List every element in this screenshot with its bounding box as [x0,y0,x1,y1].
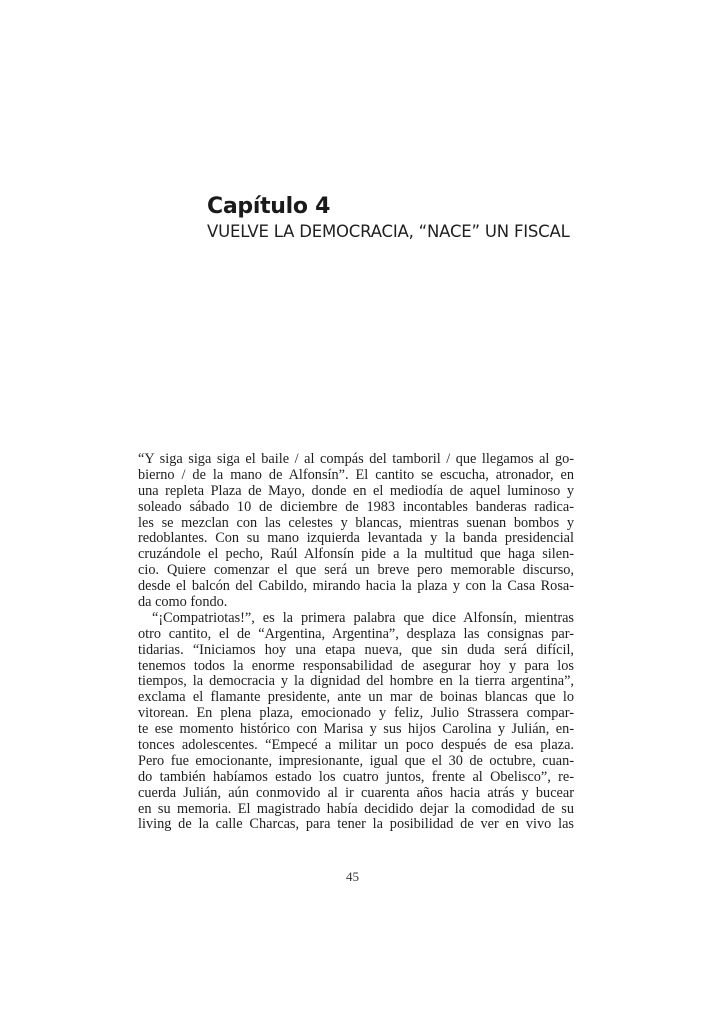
text-line: tidarias. “Iniciamos hoy una etapa nueva, que sin duda será difícil, [138,641,574,658]
text-line: te ese momento histórico con Marisa y sus hijos Carolina y Julián, en- [138,721,574,738]
text-line: tonces adolescentes. “Empecé a militar un poco después de esa plaza. [138,737,574,754]
text-line: da como fondo. [138,594,228,611]
text-line: redoblantes. Con su mano izquierda levantada y la banda presidencial [138,530,574,547]
text-line: “¡Compatriotas!”, es la primera palabra que dice Alfonsín, mientras [152,609,574,626]
text-line: desde el balcón del Cabildo, mirando hacia la plaza y con la Casa Rosa- [138,578,574,595]
body-text [138,452,574,833]
page-number: 45 [346,869,359,884]
text-line: tenemos todos la enorme responsabilidad de asegurar hoy y para los [138,657,574,674]
chapter-number: Capítulo 4 [207,194,331,219]
text-line: bierno / de la mano de Alfonsín”. El cantito se escucha, atronador, en [138,466,574,483]
text-line: cuerda Julián, aún conmovido al ir cuarenta años hacia atrás y bucear [138,784,574,801]
text-line: vitorean. En plena plaza, emocionado y feliz, Julio Strassera compar- [138,705,574,722]
chapter-title: VUELVE LA DEMOCRACIA, “NACE” UN FISCAL [207,222,570,241]
text-line: exclama el flamante presidente, ante un mar de boinas blancas que lo [138,689,574,706]
text-line: en su memoria. El magistrado había decidido dejar la comodidad de su [138,800,574,817]
text-line: una repleta Plaza de Mayo, donde en el mediodía de aquel luminoso y [138,482,574,499]
text-line: cio. Quiere comenzar el que será un breve pero memorable discurso, [138,562,574,579]
text-line: living de la calle Charcas, para tener la posibilidad de ver en vivo las [138,816,574,833]
text-line: soleado sábado 10 de diciembre de 1983 incontables banderas radica- [138,498,574,515]
text-line: Pero fue emocionante, impresionante, igual que el 30 de octubre, cuan- [138,752,574,769]
text-line: les se mezclan con las celestes y blancas, mientras suenan bombos y [138,514,574,531]
text-line: “Y siga siga siga el baile / al compás del tamboril / que llegamos al go- [138,451,574,467]
text-line: tiempos, la democracia y la dignidad del hombre en la tierra argentina”, [138,673,574,690]
text-line: otro cantito, el de “Argentina, Argentina”, desplaza las consignas par- [138,625,574,642]
text-line: cruzándole el pecho, Raúl Alfonsín pide a la multitud que haga silen- [138,546,574,563]
text-line: do también habíamos estado los cuatro juntos, frente al Obelisco”, re- [138,768,574,785]
